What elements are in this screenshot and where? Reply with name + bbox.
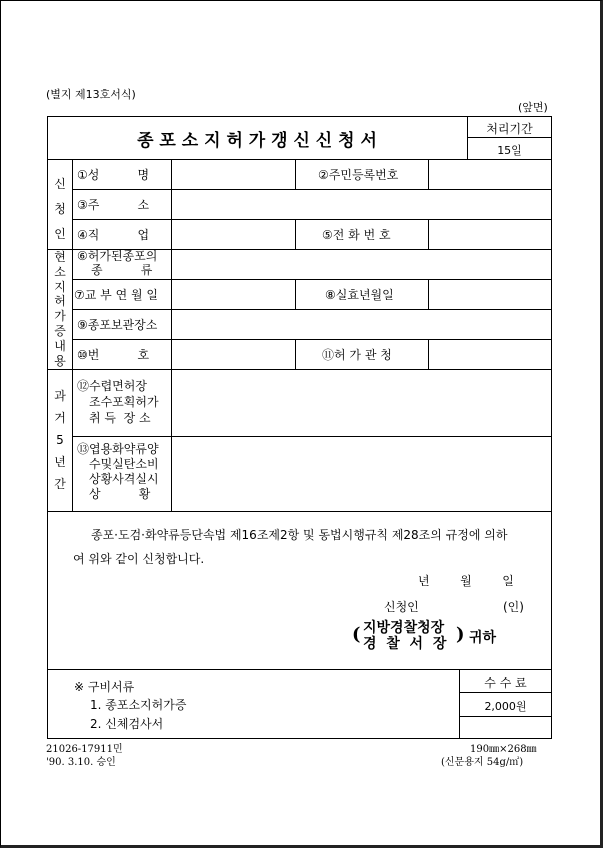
rrn-field[interactable] xyxy=(429,160,551,189)
paper-weight: (신문용지 54g/㎡) xyxy=(441,757,524,768)
applicant-section-label: 신 청 인 xyxy=(54,177,66,241)
paren-close: ) xyxy=(456,624,465,645)
hunting-license-field[interactable] xyxy=(172,370,551,436)
permit-section-label: 현 소 지 허 가 증 내 용 xyxy=(54,250,66,368)
expire-date-field[interactable] xyxy=(429,280,551,309)
fee-label: 수 수 료 xyxy=(484,676,527,690)
issue-date-field[interactable] xyxy=(172,280,295,309)
authority-field[interactable] xyxy=(429,340,551,369)
form-number: 21026-17911민 xyxy=(46,744,123,755)
approval-date: '90. 3.10. 승인 xyxy=(46,757,116,768)
rrn-label: ②주민등록번호 xyxy=(318,168,399,182)
hunting-license-label: ⑫수렵면허장 조수포획허가 취 득 장 소 xyxy=(77,379,159,425)
job-field[interactable] xyxy=(172,220,295,249)
permit-kind-field[interactable] xyxy=(172,250,551,279)
applicant-signature-field[interactable] xyxy=(425,595,495,613)
explosive-status-label: ⑬엽용화약류양 수및실탄소비 상황사격실시 상 황 xyxy=(77,442,159,501)
number-label: ⑩번 호 xyxy=(77,348,150,362)
past-section-label: 과 거 5 년 간 xyxy=(54,389,66,491)
permit-kind-label: ⑥허가된종포의 종 류 xyxy=(77,249,158,277)
name-field[interactable] xyxy=(172,160,295,189)
storage-field[interactable] xyxy=(172,310,551,339)
required-document-item: 1. 종포소지허가증 xyxy=(90,698,187,712)
form-code: (별지 제13호서식) xyxy=(46,88,136,101)
declaration-line1: 종포·도검·화약류등단속법 제16조제2항 및 동법시행규칙 제28조의 규정에 의하 xyxy=(91,528,508,542)
page-side: (앞면) xyxy=(518,101,548,114)
address-label: ③주 소 xyxy=(77,198,150,212)
explosive-status-field[interactable] xyxy=(172,437,551,511)
phone-field[interactable] xyxy=(429,220,551,249)
phone-label: ⑤전 화 번 호 xyxy=(322,228,391,242)
required-document-item: 2. 신체검사서 xyxy=(90,717,164,731)
issue-date-label: ⑦교 부 연 월 일 xyxy=(74,288,158,302)
recipient-honorific: 귀하 xyxy=(469,630,497,646)
recipient: 지방경찰청장 경 찰 서 장 xyxy=(363,620,447,652)
paren-open: ( xyxy=(352,624,361,645)
declaration-line2: 여 위와 같이 신청합니다. xyxy=(73,552,205,566)
required-documents-title: ※ 구비서류 xyxy=(74,680,135,694)
job-label: ④직 업 xyxy=(77,228,150,242)
seal-mark: (인) xyxy=(503,600,524,614)
processing-period-value: 15일 xyxy=(497,144,522,157)
address-field[interactable] xyxy=(172,190,551,219)
authority-label: ⑪허 가 관 청 xyxy=(322,348,392,362)
name-label: ①성 명 xyxy=(77,168,150,182)
storage-label: ⑨종포보관장소 xyxy=(77,318,158,332)
applicant-signature-label: 신청인 xyxy=(384,600,419,614)
fee-value: 2,000원 xyxy=(484,700,527,713)
expire-date-label: ⑧실효년월일 xyxy=(325,288,394,302)
processing-period-label: 처리기간 xyxy=(486,122,533,136)
form-title: 종 포 소 지 허 가 갱 신 신 청 서 xyxy=(137,131,377,151)
paper-size: 190㎜×268㎜ xyxy=(470,744,537,755)
number-field[interactable] xyxy=(172,340,295,369)
application-date: 년 월 일 xyxy=(418,574,514,588)
